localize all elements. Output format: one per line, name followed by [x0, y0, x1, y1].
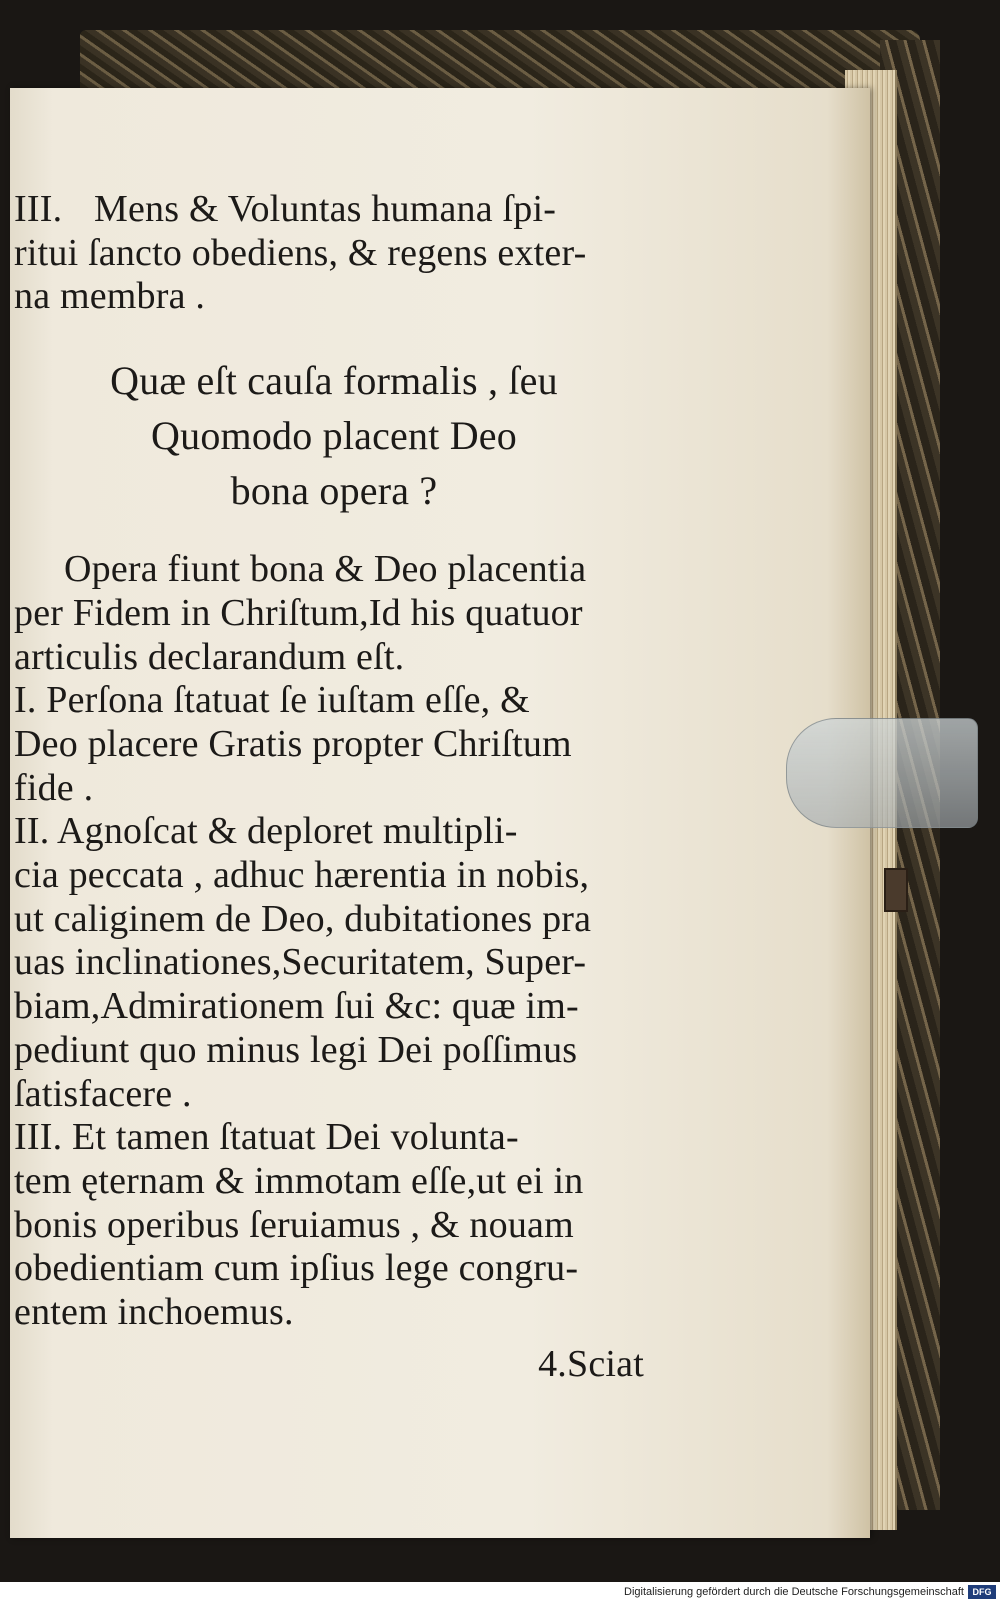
- text-line: cia peccata , adhuc hærentia in nobis,: [14, 854, 590, 897]
- text-line: ut caliginem de Deo, dubitationes pra: [14, 897, 592, 940]
- text-line: per Fidem in Chriſtum,Id his quatuor: [14, 591, 583, 634]
- text-line: III. Et tamen ſtatuat Dei volunta-: [14, 1116, 519, 1159]
- text-line: fide .: [14, 766, 94, 809]
- text-line: articulis declarandum eſt.: [14, 635, 405, 678]
- clip-mark: [884, 868, 908, 912]
- text-line: ſatisfacere .: [14, 1072, 192, 1115]
- section-heading: Quæ eſt cauſa formalis , ſeu: [110, 358, 558, 404]
- text-line: Opera fiunt bona & Deo placentia: [64, 548, 587, 591]
- section-heading: bona opera ?: [230, 468, 438, 514]
- text-line: I. Perſona ſtatuat ſe iuſtam eſſe, &: [14, 679, 530, 722]
- footer-credit: Digitalisierung gefördert durch die Deutsche Forschungsgemeinschaft: [624, 1586, 964, 1598]
- text-line: tem ęternam & immotam eſſe,ut ei in: [14, 1159, 584, 1202]
- section-heading: Quomodo placent Deo: [151, 413, 517, 459]
- text-line: II. Agnoſcat & deploret multipli-: [14, 810, 518, 853]
- text-line: biam,Admirationem ſui &c: quæ im-: [14, 985, 579, 1028]
- text-line: pediunt quo minus legi Dei poſſimus: [14, 1028, 578, 1071]
- text-line: uas inclinationes,Securitatem, Super-: [14, 941, 587, 984]
- page-text: [14, 188, 654, 1386]
- text-line: Deo placere Gratis propter Chriſtum: [14, 722, 572, 765]
- text-line: na membra .: [14, 275, 206, 318]
- text-line: entem inchoemus.: [14, 1291, 294, 1334]
- catchword: 4.Sciat: [538, 1342, 644, 1385]
- text-line: ritui ſancto obediens, & regens exter-: [14, 231, 587, 274]
- text-line: III. Mens & Voluntas humana ſpi-: [14, 188, 557, 230]
- dfg-logo: DFG: [968, 1585, 996, 1599]
- page-clip: [786, 718, 978, 828]
- text-line: bonis operibus ſeruiamus , & nouam: [14, 1203, 574, 1246]
- text-line: obedientiam cum ipſius lege congru-: [14, 1247, 579, 1290]
